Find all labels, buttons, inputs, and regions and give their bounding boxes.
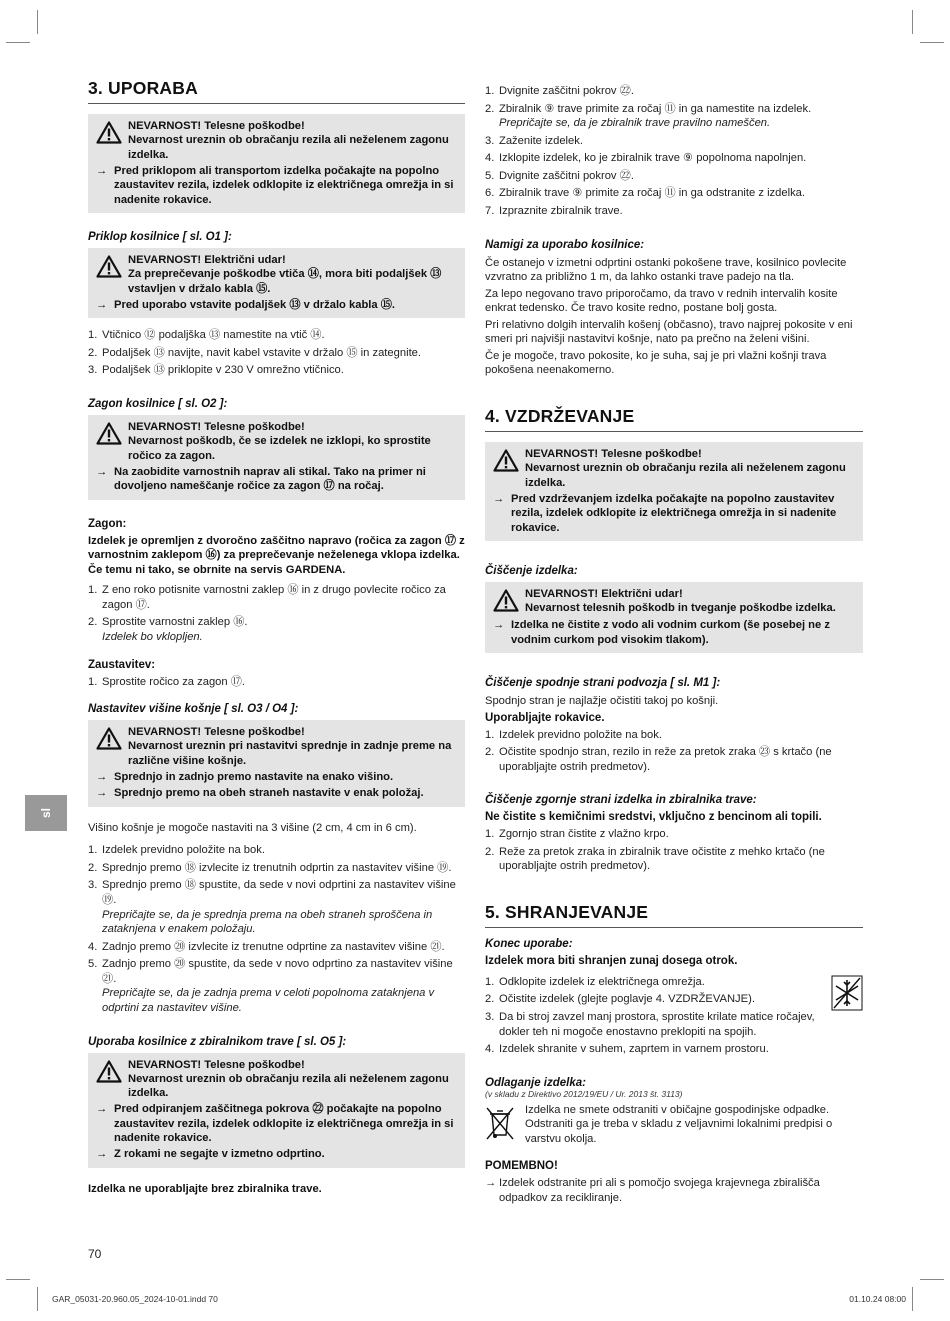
directive-note: (v skladu z Direktivo 2012/19/EU / Ur. 2013 št. 3113) (485, 1088, 683, 1099)
crop-mark (920, 1279, 944, 1280)
bold-note: Uporabljajte rokavice. (485, 711, 605, 724)
warning-title: NEVARNOST! Električni udar! (525, 587, 683, 600)
crop-mark (37, 10, 38, 34)
list-item: 5. Zadnjo premo ⑳ spustite, da sede v novo odprtino za nastavitev višine ㉑. Prepričajte se, da je zadnja prema v celoti popolnoma zataknjena v odprtini za nastavitev višine. (88, 958, 453, 1014)
subsection-title: Odlaganje izdelka: (485, 1076, 586, 1089)
list-item: 1. Z eno roko potisnite varnostni zaklep ⑯ in z drugo povlecite ročico za zagon ⑰. (88, 584, 446, 611)
warning-action: Pred vzdrževanjem izdelka počakajte na popolno zaustavitev rezila, izdelek odklopite iz električnega omrežja in si nadenite rokavice. (511, 492, 837, 534)
warning-title: NEVARNOST! Telesne poškodbe! (525, 448, 702, 460)
list-item: 1. Izdelek previdno položite na bok. (88, 844, 265, 857)
subsection-title: Namigi za uporabo kosilnice: (485, 238, 645, 251)
warning-action: Pred priklopom ali transportom izdelka počakajte na popolno zaustavitev rezila, izdelek odklopite iz električnega omrežja in si nadenite rokavice. (114, 164, 454, 206)
warning-box (485, 582, 863, 653)
list-item: 7. Izpraznite zbiralnik trave. (485, 204, 623, 217)
subsection-title: Nastavitev višine košnje [ sl. O3 / O4 ]: (88, 703, 299, 716)
crop-mark (6, 1279, 30, 1280)
arrow-right-icon: → (96, 298, 108, 311)
warning-title: NEVARNOST! Električni udar! (128, 253, 286, 266)
tip-paragraph: Če ostanejo v izmetni odprtini ostanki pokošene trave, kosilnico povlecite vzvratno za približno 1 m, da lahko ostanki trave padejo na tla. (485, 256, 847, 284)
step-list (485, 728, 863, 775)
warning-triangle-icon (493, 587, 525, 616)
warning-action: Pred odpiranjem zaščitnega pokrova ㉒ počakajte na popolno zaustavitev rezila, izdelek odklopite iz električnega omrežja in si nadenite rokavice. (114, 1103, 454, 1145)
list-item: 2. Reže za pretok zraka in zbiralnik trave očistite z mehko krtačo (ne uporabljajte ostrih predmetov). (485, 845, 825, 873)
crop-mark (6, 42, 30, 43)
warning-title: NEVARNOST! Telesne poškodbe! (128, 1058, 305, 1071)
tip-paragraph: Za lepo negovano travo priporočamo, da travo v rednih intervalih kosite enkrat tedensko. Če travo kosite redno, postane bolj gosta. (485, 287, 838, 315)
bold-note: Ne čistite s kemičnimi sredstvi, vključno z bencinom ali topili. (485, 811, 822, 824)
warning-text: Za preprečevanje poškodbe vtiča ⑭, mora biti podaljšek ⑬ vstavljen v držalo kabla ⑮. (128, 268, 442, 295)
tip-paragraph: Pri relativno dolgih intervalih košenj (občasno), travo najprej pokosite v eni smeri pri najvišji nastavitvi košnje, nato pa prečno na želeni višini. (485, 318, 853, 346)
warning-action: Sprednjo premo na obeh straneh nastavite v enak položaj. (114, 787, 424, 800)
list-item: 1. Zgornjo stran čistite z vlažno krpo. (485, 828, 669, 841)
label-start: Zagon: (88, 517, 127, 530)
list-item: 1. Izdelek previdno položite na bok. (485, 728, 662, 741)
list-item: 1. Dvignite zaščitni pokrov ㉒. (485, 85, 634, 97)
list-item: 5. Dvignite zaščitni pokrov ㉒. (485, 169, 634, 182)
warning-triangle-icon (96, 253, 128, 296)
crop-mark (912, 10, 913, 34)
arrow-right-icon: → (485, 1177, 497, 1190)
list-item: 2. Zbiralnik ⑨ trave primite za ročaj ⑪ in ga namestite na izdelek. Prepričajte se, da je zbiralnik trave pravilno nameščen. (485, 102, 812, 130)
warning-box (88, 1053, 465, 1168)
list-item: 1. Sprostite ročico za zagon ⑰. (88, 675, 246, 688)
step-list (88, 328, 465, 378)
warning-action: Z rokami ne segajte v izmetno odprtino. (114, 1148, 325, 1161)
list-item: 2. Očistite izdelek (glejte poglavje 4. VZDRŽEVANJE). (485, 993, 755, 1006)
list-item: 2. Očistite spodnjo stran, rezilo in reže za pretok zraka ㉓ s krtačo (ne uporabljajte ostrih predmetov). (485, 746, 832, 773)
frost-protection-icon (831, 975, 863, 1016)
warning-box (88, 720, 465, 807)
warning-action: Izdelka ne čistite z vodo ali vodnim curkom (še posebej ne z vodnim curkom pod visokim tlakom). (511, 619, 830, 646)
warning-text: Nevarnost ureznin ob obračanju rezila ali neželenem zagonu izdelka. (128, 134, 449, 161)
subsection-title: Zagon kosilnice [ sl. O2 ]: (88, 397, 228, 410)
label-stop: Zaustavitev: (88, 658, 156, 671)
important-text: Izdelek odstranite pri ali s pomočjo svojega krajevnega zbirališča odpadkov za recikliranje. (499, 1177, 820, 1204)
list-item: 2. Sprostite varnostni zaklep ⑯. Izdelek bo vklopljen. (88, 616, 248, 643)
list-item: 4. Izdelek shranite v suhem, zaprtem in varnem prostoru. (485, 1043, 769, 1056)
bottom-note: Izdelka ne uporabljajte brez zbiralnika trave. (88, 1182, 322, 1195)
subsection-title: Čiščenje spodnje strani podvozja [ sl. M1 ]: (485, 676, 721, 689)
section-title-maintenance: 4. VZDRŽEVANJE (485, 406, 863, 432)
disposal-text: Izdelka ne smete odstraniti v običajne gospodinjske odpadke. Odstraniti ga je treba v skladu z veljavnimi lokalnimi predpisi o varstvu okolja. (525, 1103, 833, 1145)
warning-text: Nevarnost poškodb, če se izdelek ne izklopi, ko sprostite ročico za zagon. (128, 435, 431, 462)
step-list (485, 975, 819, 1057)
warning-box (88, 114, 465, 213)
page-number: 70 (88, 1247, 102, 1261)
list-item: 3. Zaženite izdelek. (485, 134, 583, 147)
warning-title: NEVARNOST! Telesne poškodbe! (128, 420, 305, 433)
subsection-title: Čiščenje izdelka: (485, 564, 578, 577)
tip-paragraph: Če je mogoče, travo pokosite, ko je suha, saj je pri vlažni košnji trava pokošena neenakomerno. (485, 349, 827, 377)
crop-mark (920, 42, 944, 43)
step-list (88, 675, 465, 690)
step-list (485, 827, 863, 874)
step-list (88, 843, 465, 1015)
warning-text: Nevarnost ureznin ob obračanju rezila ali neželenem zagonu izdelka. (525, 462, 846, 489)
arrow-right-icon: → (96, 164, 108, 177)
subsection-title: Uporaba kosilnice z zbiralnikom trave [ sl. O5 ]: (88, 1035, 347, 1048)
warning-triangle-icon (96, 420, 128, 463)
list-item: 4. Zadnjo premo ⑳ izvlecite iz trenutne odprtine za nastavitev višine ㉑. (88, 940, 445, 953)
warning-triangle-icon (96, 119, 128, 162)
arrow-right-icon: → (493, 619, 505, 632)
warning-title: NEVARNOST! Telesne poškodbe! (128, 120, 305, 132)
subsection-title: Priklop kosilnice [ sl. O1 ]: (88, 230, 232, 243)
height-intro: Višino košnje je mogoče nastaviti na 3 višine (2 cm, 4 cm in 6 cm). (88, 821, 417, 834)
important-label: POMEMBNO! (485, 1160, 558, 1173)
list-item: 3. Podaljšek ⑬ priklopite v 230 V omrežno vtičnico. (88, 364, 344, 377)
arrow-right-icon: → (96, 1148, 108, 1161)
arrow-right-icon: → (96, 771, 108, 784)
footer-date: 01.10.24 08:00 (849, 1294, 906, 1304)
warning-box (88, 248, 465, 318)
step-list (88, 583, 465, 644)
bold-note: Izdelek mora biti shranjen zunaj dosega otrok. (485, 954, 738, 967)
arrow-right-icon: → (96, 787, 108, 800)
list-item: 6. Zbiralnik trave ⑨ primite za ročaj ⑪ in ga odstranite z izdelka. (485, 187, 805, 200)
step-list (485, 84, 863, 219)
warning-box (485, 442, 863, 541)
warning-text: Nevarnost telesnih poškodb in tveganje poškodbe izdelka. (525, 602, 836, 615)
crop-mark (912, 1287, 913, 1311)
left-column (88, 78, 465, 1202)
arrow-right-icon: → (493, 492, 505, 505)
right-column (485, 84, 863, 1206)
warning-title: NEVARNOST! Telesne poškodbe! (128, 726, 305, 739)
paragraph: Spodnjo stran je najlažje očistiti takoj po košnji. (485, 694, 719, 707)
warning-triangle-icon (96, 1058, 128, 1101)
warning-text: Nevarnost ureznin pri nastavitvi sprednje in zadnje preme na različne višine košnje. (128, 740, 452, 767)
list-item: 3. Sprednjo premo ⑱ spustite, da sede v novi odprtini za nastavitev višine ⑲. Prepričajte se, da je sprednja prema na obeh straneh sproščena in zataknjena v enakem položaju. (88, 879, 456, 936)
start-text: Izdelek je opremljen z dvoročno zaščitno napravo (ročica za zagon ⑰ z varnostnim zaklepom ⑯) za preprečevanje neželenega vklopa izdelka. Če temu ni tako, se obrnite na servis GARDENA. (88, 534, 465, 576)
warning-triangle-icon (96, 725, 128, 768)
section-title-storage: 5. SHRANJEVANJE (485, 902, 863, 928)
list-item: 4. Izklopite izdelek, ko je zbiralnik trave ⑨ popolnoma napolnjen. (485, 152, 807, 165)
warning-action: Pred uporabo vstavite podaljšek ⑬ v držalo kabla ⑮. (114, 298, 396, 311)
section-title-usage: 3. UPORABA (88, 78, 465, 104)
warning-text: Nevarnost ureznin ob obračanju rezila ali neželenem zagonu izdelka. (128, 1072, 449, 1100)
crop-mark (37, 1287, 38, 1311)
crossed-bin-icon (485, 1103, 525, 1153)
warning-action: Na zaobidite varnostnih naprav ali stikal. Tako na primer ni dovoljeno nameščanje ročice za zagon ⑰ na ročaj. (114, 465, 426, 493)
subsection-title: Konec uporabe: (485, 937, 573, 950)
list-item: 1. Vtičnico ⑫ podaljška ⑬ namestite na vtič ⑭. (88, 329, 325, 342)
warning-box (88, 415, 465, 500)
list-item: 3. Da bi stroj zavzel manj prostora, sprostite krilate matice ročajev, dokler teh ni mogoče enostavno preklopiti na spojih. (485, 1011, 815, 1038)
language-tab: sl (25, 795, 67, 831)
arrow-right-icon: → (96, 1103, 108, 1116)
footer-file-info: GAR_05031-20.960.05_2024-10-01.indd 70 (52, 1294, 218, 1304)
arrow-right-icon: → (96, 465, 108, 478)
list-item: 2. Sprednjo premo ⑱ izvlecite iz trenutnih odprtin za nastavitev višine ⑲. (88, 861, 452, 874)
list-item: 2. Podaljšek ⑬ navijte, navit kabel vstavite v držalo ⑮ in zategnite. (88, 346, 422, 359)
warning-action: Sprednjo in zadnjo premo nastavite na enako višino. (114, 771, 394, 784)
subsection-title: Čiščenje zgornje strani izdelka in zbiralnika trave: (485, 794, 757, 807)
list-item: 1. Odklopite izdelek iz električnega omrežja. (485, 975, 705, 988)
warning-triangle-icon (493, 447, 525, 490)
